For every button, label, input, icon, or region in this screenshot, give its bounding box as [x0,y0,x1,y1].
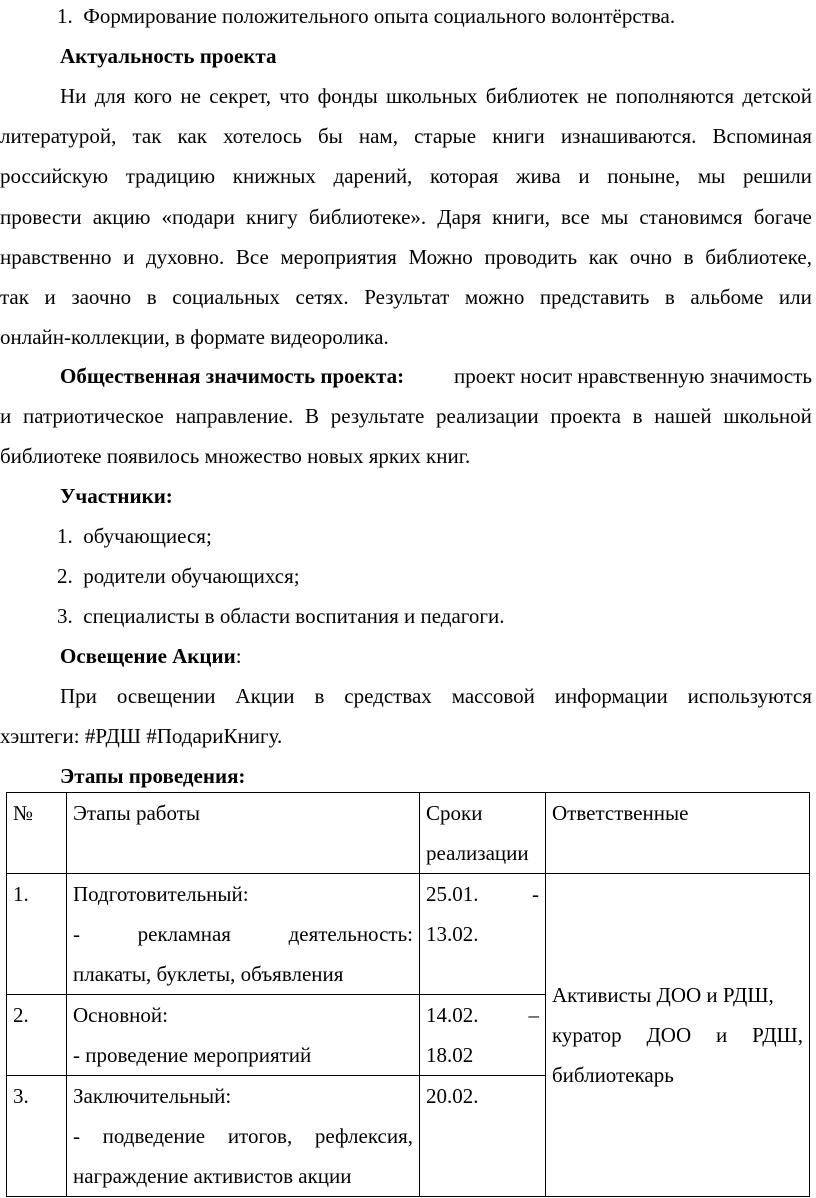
word: нравственно [0,245,112,269]
row-1-number [7,874,67,995]
word: дарений, [333,164,413,188]
header-number-text: № [13,801,34,825]
participant-item-3 [57,603,505,629]
significance-line-3: библиотеке появилось множество новых ярких книг. [0,444,471,468]
word: школьной [723,404,812,428]
header-work [67,793,420,874]
relevance-line-1 [60,83,812,109]
word: - [73,922,80,946]
word: решили [742,164,812,188]
word: рефлексия, [314,1124,413,1148]
word: мы [697,164,726,188]
participant-item-2-text: родители обучающихся; [83,564,300,588]
participant-item-3-number: 3. [57,604,73,628]
coverage-heading-colon: : [235,644,242,668]
relevance-line-7: онлайн-коллекции, в формате видеоролика. [0,325,389,349]
row-1-date-sep: - [532,882,539,906]
word: очно [629,245,673,269]
word: мероприятия [280,245,397,269]
word: поныне, [607,164,681,188]
row-1-date-start-line [426,874,539,914]
word: можно [464,285,525,309]
row-2-date-sep: – [528,1003,539,1027]
word: школьных [386,84,478,108]
word: фонды [317,84,378,108]
word: бы [317,124,343,148]
row-2-date-end: 18.02 [426,1043,474,1067]
row-2-stage-title: Основной: [73,1003,168,1027]
word: как [177,124,207,148]
word: Все [235,245,269,269]
row-1-dates [420,874,546,995]
word: сетях. [295,285,349,309]
table-row [7,874,810,995]
responsible-line-1: Активисты ДОО и РДШ, [552,983,774,1007]
word: кого [133,84,173,108]
word: массовой [451,684,535,708]
word: Результат [364,285,450,309]
row-3-stage-title: Заключительный: [73,1084,232,1108]
relevance-line-6 [0,284,812,310]
stages-table [6,792,810,1197]
word: нам, [358,124,398,148]
word: библиотеке». [308,205,427,229]
word: социальных [172,285,280,309]
word: провести [0,205,82,229]
word: Ни [60,84,87,108]
word: акцию [92,205,151,229]
header-number [7,793,67,874]
row-2-number [7,995,67,1076]
word: изнашиваются. [560,124,697,148]
row-1-stage [67,874,420,995]
word: старые [414,124,477,148]
word: традицию [125,164,216,188]
word: библиотеке, [705,245,812,269]
word: книгу [246,205,298,229]
word: все [561,205,590,229]
relevance-line-5 [0,244,812,270]
relevance-heading [60,43,276,69]
word: в [683,245,694,269]
header-responsible [546,793,810,874]
stages-heading [60,763,245,789]
participant-item-1-number: 1. [57,524,73,548]
word: что [279,84,310,108]
word: богаче [753,205,812,229]
row-2-number-text: 2. [13,1003,29,1027]
word: пополняются [615,84,735,108]
responsible-line-2 [552,1015,803,1055]
row-2-date-start-line [426,995,539,1035]
word: как [588,245,619,269]
word: книги, [492,205,550,229]
participants-heading-text: Участники: [60,484,173,508]
stages-heading-text: Этапы проведения: [60,764,246,788]
goal-item-number: 1. [57,4,73,28]
row-3-number [7,1076,67,1197]
word: В [305,404,320,428]
word: Вспоминая [712,124,812,148]
word: деятельность: [288,922,413,946]
participant-item-2-number: 2. [57,564,73,588]
word: становимся [639,205,743,229]
header-dates-line-2: реализации [426,841,529,865]
word: - [73,1124,80,1148]
word: «подари [161,205,235,229]
row-1-detail-line-1 [73,914,413,954]
significance-line-2 [0,403,812,429]
word: книжных [232,164,316,188]
row-3-number-text: 3. [13,1084,29,1108]
row-1-date-start: 25.01. [426,882,479,906]
word: и [716,1023,728,1047]
word: в [314,684,325,708]
coverage-line-2: хэштеги: #РДШ #ПодариКнигу. [0,724,283,748]
goal-item-text: Формирование положительного опыта социального волонтёрства. [83,4,676,28]
row-3-detail-line-2: награждение активистов акции [73,1164,352,1188]
word: детской [742,84,812,108]
row-2-stage [67,995,420,1076]
word: Даря [437,205,482,229]
word: и [0,404,12,428]
responsible-cell [546,874,810,1197]
row-2-detail-line-1: - проведение мероприятий [73,1043,312,1067]
word: альбоме [690,285,764,309]
participant-item-3-text: специалисты в области воспитания и педагоги. [83,604,505,628]
word: жива [515,164,561,188]
row-2-dates [420,995,546,1076]
word: духовно. [145,245,225,269]
word: ДОО [646,1023,692,1047]
header-dates-line-1: Сроки [426,801,483,825]
word: не [180,84,201,108]
row-3-stage [67,1076,420,1197]
coverage-heading-text: Освещение Акции [60,644,236,668]
header-work-text: Этапы работы [73,801,200,825]
participant-item-1-text: обучающиеся; [83,524,212,548]
word: секрет, [209,84,271,108]
word: в [664,285,675,309]
word: так [0,285,29,309]
word: так [132,124,162,148]
word: литературой, [0,124,117,148]
word: книги [492,124,545,148]
row-1-detail-line-2: плакаты, буклеты, объявления [73,962,344,986]
word: заочно [71,285,132,309]
word: и [578,164,590,188]
header-responsible-text: Ответственные [552,801,689,825]
word: Акции [235,684,295,708]
word: мы [600,205,629,229]
word: или [778,285,812,309]
word: информации [554,684,668,708]
responsible-line-3: библиотекарь [552,1063,674,1087]
significance-line-1-rest: проект носит нравственную значимость [454,364,812,388]
word: библиотек [485,84,579,108]
word: подведение [102,1124,206,1148]
word: хотелось [223,124,302,148]
relevance-line-4 [0,204,812,230]
significance-heading: Общественная значимость проекта: [60,364,405,388]
participants-heading [60,483,173,509]
word: итогов, [227,1124,293,1148]
word: и [123,245,135,269]
coverage-heading [60,643,242,669]
coverage-line-1 [60,683,812,709]
word: нашей [654,404,712,428]
row-1-number-text: 1. [13,882,29,906]
row-1-stage-title: Подготовительный: [73,882,249,906]
word: которая [430,164,499,188]
participant-item-2 [57,563,300,589]
word: в [146,285,157,309]
word: Можно [408,245,473,269]
participant-item-1 [57,523,212,549]
word: рекламная [137,922,231,946]
relevance-heading-text: Актуальность проекта [60,44,277,68]
word: представить [539,285,650,309]
row-3-dates [420,1076,546,1197]
row-2-date-start: 14.02. [426,1003,479,1027]
word: направление. [175,404,294,428]
word: и [44,285,56,309]
row-1-date-end: 13.02. [426,922,479,946]
word: патриотическое [22,404,164,428]
word: используются [687,684,812,708]
word: российскую [0,164,109,188]
word: РДШ, [752,1023,803,1047]
word: освещении [116,684,216,708]
row-3-date-start: 20.02. [426,1084,479,1108]
row-3-detail-line-1 [73,1116,413,1156]
word: результате [330,404,425,428]
word: куратор [552,1023,622,1047]
word: проводить [484,245,578,269]
word: проекта [550,404,621,428]
word: реализации [436,404,539,428]
relevance-line-3 [0,163,812,189]
word: для [94,84,126,108]
significance-line-1 [60,363,812,389]
word: в [632,404,643,428]
word: средствах [344,684,432,708]
word: не [586,84,608,108]
table-header-row [7,793,810,874]
header-dates [420,793,546,874]
relevance-line-2 [0,123,812,149]
goal-item [57,3,675,29]
word: При [60,684,97,708]
